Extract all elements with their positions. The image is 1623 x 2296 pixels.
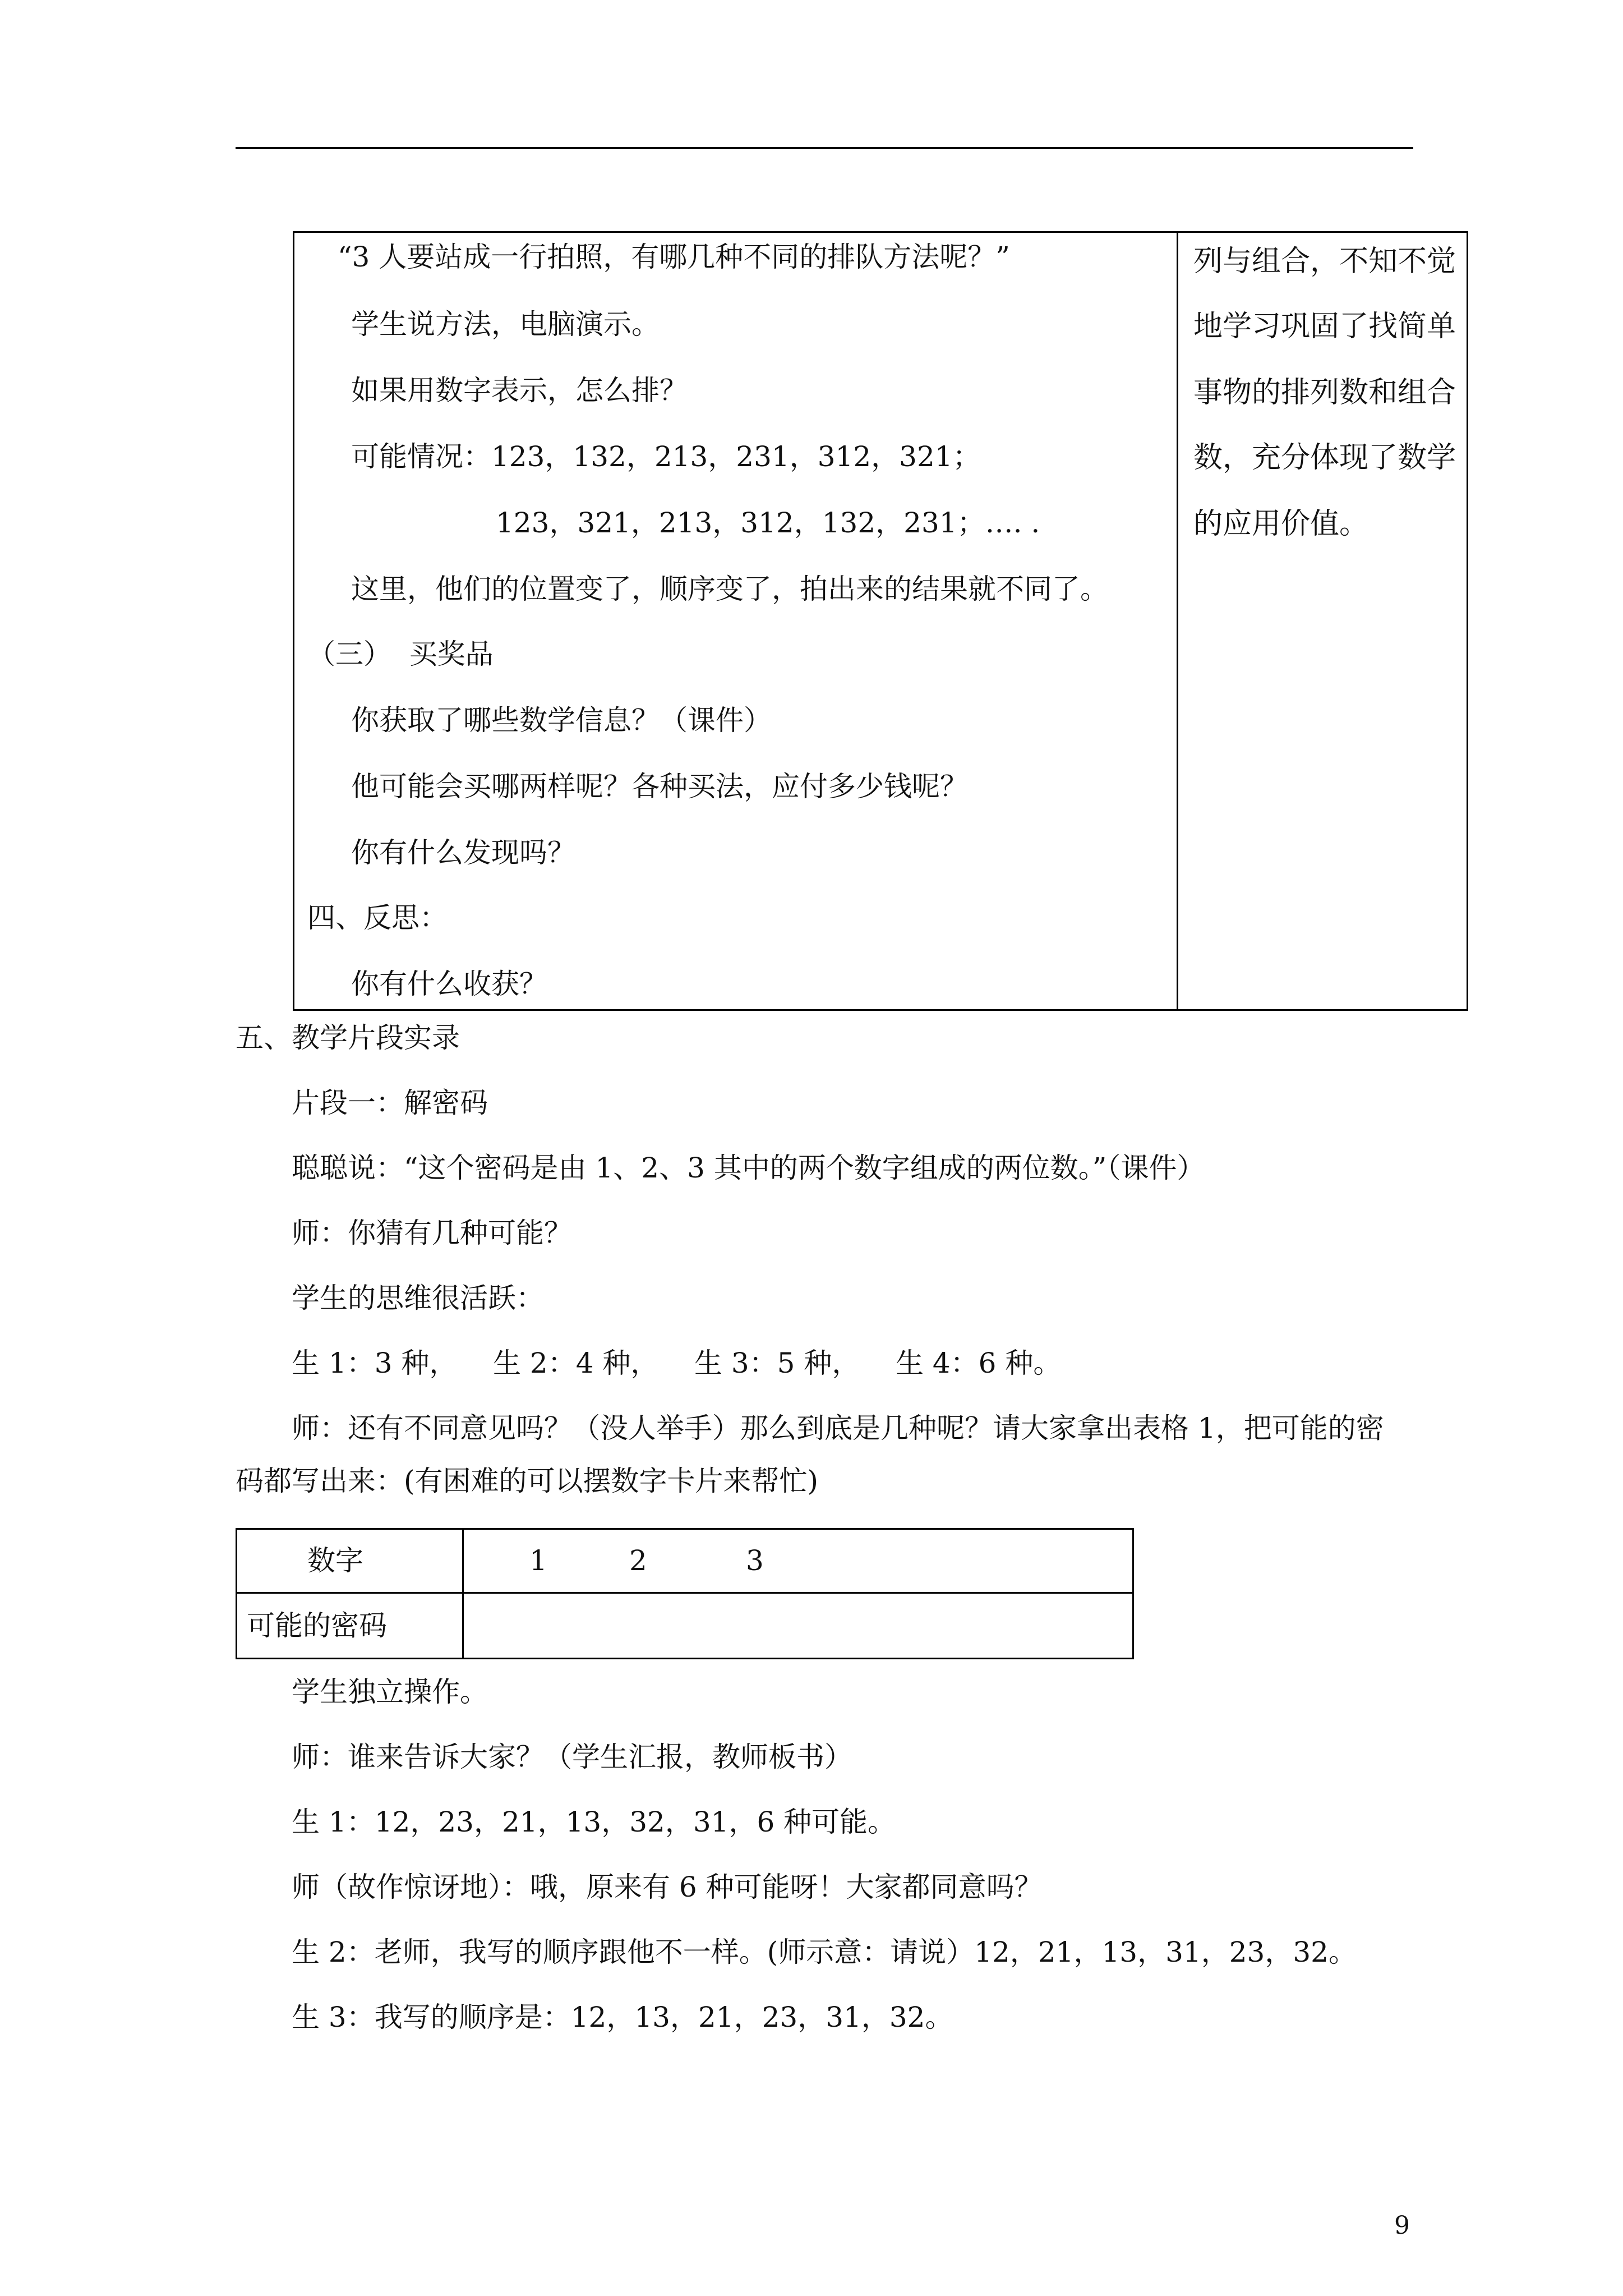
- body-line: 学生独立操作。: [292, 1676, 488, 1708]
- lesson-table-divider: [1177, 231, 1178, 1011]
- lesson-line: 这里，他们的位置变了，顺序变了，拍出来的结果就不同了。: [351, 573, 1108, 605]
- lesson-line: 学生说方法，电脑演示。: [351, 308, 660, 341]
- body-line: 生 2：老师，我写的顺序跟他不一样。(师示意：请说）12，21，13，31，23，32。: [292, 1936, 1357, 1968]
- lesson-line: 四、反思：: [307, 901, 448, 934]
- page-number: 9: [1394, 2211, 1410, 2240]
- body-line: 码都写出来：(有困难的可以摆数字卡片来帮忙): [236, 1465, 819, 1497]
- lesson-line: 如果用数字表示，怎么排？: [351, 374, 688, 407]
- body-line: 师：谁来告诉大家？（学生汇报，教师板书）: [292, 1741, 852, 1773]
- lesson-line: 123，321，213，312，132，231；…. .: [496, 507, 1040, 539]
- comment-line: 数，充分体现了数学: [1193, 441, 1456, 475]
- comment-line: 列与组合，不知不觉: [1193, 245, 1456, 278]
- digit-3: 3: [746, 1544, 764, 1577]
- header-rule: [236, 147, 1413, 149]
- body-line: 片段一：解密码: [292, 1087, 488, 1119]
- body-line: 生 1：3 种， 生 2：4 种， 生 3：5 种， 生 4：6 种。: [292, 1347, 1062, 1379]
- body-line: 生 3：我写的顺序是：12，13，21，23，31，32。: [292, 2001, 953, 2033]
- lesson-line: “3 人要站成一行拍照，有哪几种不同的排队方法呢？”: [338, 241, 1010, 273]
- section-title: 五、教学片段实录: [236, 1022, 460, 1054]
- password-table-hline: [236, 1592, 1134, 1594]
- lesson-table: [293, 231, 1468, 1011]
- digit-1: 1: [529, 1544, 547, 1577]
- body-line: 师（故作惊讶地）：哦，原来有 6 种可能呀！大家都同意吗？: [292, 1871, 1043, 1903]
- lesson-line: 你有什么收获？: [351, 968, 547, 1000]
- comment-line: 的应用价值。: [1193, 507, 1369, 541]
- digits-label: 数字: [307, 1544, 363, 1577]
- comment-line: 地学习巩固了找简单: [1193, 310, 1456, 343]
- body-line: 学生的思维很活跃：: [292, 1282, 544, 1314]
- body-line: 生 1：12，23，21，13，32，31，6 种可能。: [292, 1806, 896, 1838]
- body-line: 师：你猜有几种可能？: [292, 1217, 572, 1249]
- lesson-line: 你获取了哪些数学信息？（课件）: [351, 704, 772, 737]
- lesson-line: 可能情况：123，132，213，231，312，321；: [351, 440, 981, 473]
- passwords-label: 可能的密码: [247, 1609, 387, 1642]
- comment-line: 事物的排列数和组合: [1193, 376, 1456, 409]
- body-line: 师：还有不同意见吗？（没人举手）那么到底是几种呢？请大家拿出表格 1，把可能的密: [292, 1412, 1384, 1444]
- body-line: 聪聪说：“这个密码是由 1、2、3 其中的两个数字组成的两位数。”（课件）: [292, 1152, 1205, 1184]
- password-table-vline: [462, 1528, 464, 1659]
- digit-2: 2: [629, 1544, 647, 1577]
- lesson-line: 你有什么发现吗？: [351, 836, 575, 869]
- lesson-line: （三） 买奖品: [307, 638, 494, 670]
- lesson-line: 他可能会买哪两样呢？各种买法，应付多少钱呢？: [351, 770, 968, 803]
